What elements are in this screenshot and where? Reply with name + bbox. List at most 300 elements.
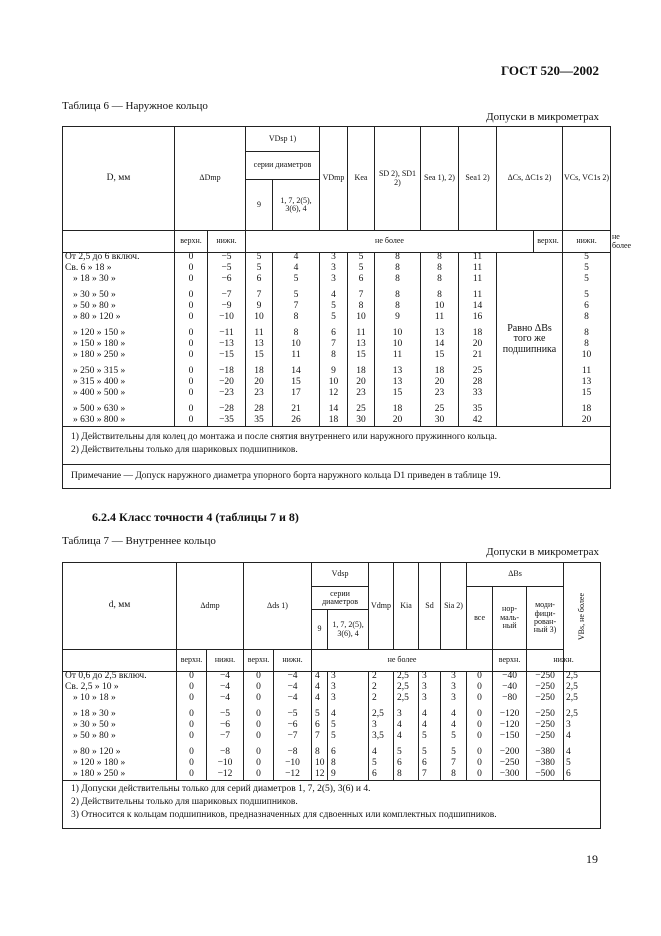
table-cell: 42 xyxy=(459,416,497,427)
t7-fn1: 1) Допуски действительны только для серий диаметров 1, 7, 2(5), 3(6) и 4. xyxy=(71,784,371,794)
table-cell: −40 xyxy=(493,683,527,694)
standard-header: ГОСТ 520—2002 xyxy=(500,63,599,78)
table-cell: 8 xyxy=(375,302,421,313)
table-cell: 0 xyxy=(467,748,493,759)
table-cell: 20 xyxy=(459,340,497,351)
table-cell: 28 xyxy=(246,405,273,416)
table-cell: 2 xyxy=(369,672,394,683)
table-cell: 5 xyxy=(312,710,328,721)
table-cell: 8 xyxy=(375,264,421,275)
table-cell: 11 xyxy=(459,291,497,302)
t7-h-Sia: Sia 2) xyxy=(441,563,467,650)
table-cell: −11 xyxy=(208,329,246,340)
table-cell: 2,5 xyxy=(564,672,601,683)
table-cell: −250 xyxy=(527,721,564,732)
table-cell: 0 xyxy=(177,672,207,683)
table-cell: 0 xyxy=(177,748,207,759)
t7-h-normal: нор-маль-ный xyxy=(493,587,527,650)
t7-fn2: 2) Действительны только для шариковых подшипников. xyxy=(71,797,298,807)
table-row xyxy=(63,710,601,721)
table-cell: 14 xyxy=(421,340,459,351)
table-cell: −380 xyxy=(527,759,564,770)
table-cell: 3 xyxy=(320,264,348,275)
t6-note: Примечание — Допуск наружного диаметра упорного борта наружного кольца D1 приведен в таблице 19. xyxy=(63,465,611,489)
table-cell: 15 xyxy=(246,351,273,362)
t6-h-dDmp: ΔDmp xyxy=(175,127,246,231)
table-cell: 13 xyxy=(246,340,273,351)
t7-h-series: серии диаметров xyxy=(312,587,369,610)
table-cell: 0 xyxy=(175,405,208,416)
t6-h-series: серии диаметров xyxy=(246,152,320,180)
table-cell: 9 xyxy=(246,302,273,313)
table-cell: 25 xyxy=(459,367,497,378)
table-cell: 0 xyxy=(244,732,274,743)
table-cell: 6 xyxy=(348,275,375,286)
table-cell: −5 xyxy=(207,710,244,721)
table-cell: 2,5 xyxy=(394,672,419,683)
table-cell: 15 xyxy=(421,351,459,362)
table-cell: 11 xyxy=(459,275,497,286)
table-row xyxy=(63,759,601,770)
table-cell: −6 xyxy=(208,275,246,286)
table-cell: 8 xyxy=(421,264,459,275)
row-label: » 10 » 18 » xyxy=(63,694,177,705)
row-label: Св. 6 » 18 » xyxy=(63,264,175,275)
row-label: » 120 » 180 » xyxy=(63,759,177,770)
table-cell: −10 xyxy=(208,313,246,324)
table-cell: 3 xyxy=(564,721,601,732)
table-cell: 6 xyxy=(394,759,419,770)
t6-sub-blank xyxy=(63,231,175,253)
table-cell: 11 xyxy=(563,367,611,378)
table-cell: −7 xyxy=(208,291,246,302)
t6-h-D: D, мм xyxy=(63,127,175,231)
table-cell: 20 xyxy=(246,378,273,389)
table-cell: 13 xyxy=(421,329,459,340)
t6-h-Sea: Sea 1), 2) xyxy=(421,127,459,231)
table-cell: 13 xyxy=(348,340,375,351)
table-cell: 18 xyxy=(246,367,273,378)
table-cell: 3 xyxy=(441,683,467,694)
row-label: Св. 2,5 » 10 » xyxy=(63,683,177,694)
table-cell: 6 xyxy=(563,302,611,313)
table-cell: 3 xyxy=(320,275,348,286)
table7-caption: Таблица 7 — Внутреннее кольцо xyxy=(62,535,216,547)
table-cell: 18 xyxy=(348,367,375,378)
table-cell: −35 xyxy=(208,416,246,427)
table-cell: 8 xyxy=(394,770,419,781)
table-cell: −120 xyxy=(493,721,527,732)
table-cell: −15 xyxy=(208,351,246,362)
table-row xyxy=(63,694,601,705)
table-cell: −250 xyxy=(527,710,564,721)
table-cell: −380 xyxy=(527,748,564,759)
table-cell: 8 xyxy=(375,291,421,302)
table-cell: 0 xyxy=(244,759,274,770)
table-cell: 28 xyxy=(459,378,497,389)
table-cell: 0 xyxy=(177,694,207,705)
table-row xyxy=(63,672,601,683)
table-cell: 10 xyxy=(273,340,320,351)
table-cell: 20 xyxy=(421,378,459,389)
t7-fn3: 3) Относится к кольцам подшипников, предназначенных для сдвоенных или комплектных подшипников. xyxy=(71,810,497,820)
row-label: От 0,6 до 2,5 включ. xyxy=(63,672,177,683)
table-cell: 3 xyxy=(320,253,348,264)
table-cell: 23 xyxy=(246,389,273,400)
table-row xyxy=(63,748,601,759)
t7-h-Kia: Kia xyxy=(394,563,419,650)
table-cell: 5 xyxy=(563,291,611,302)
table-cell: 11 xyxy=(375,351,421,362)
row-label: » 30 » 50 » xyxy=(63,721,177,732)
table-cell: −23 xyxy=(208,389,246,400)
row-label: » 630 » 800 » xyxy=(63,416,175,427)
row-label: » 18 » 30 » xyxy=(63,710,177,721)
table-cell: 2,5 xyxy=(564,694,601,705)
page-number: 19 xyxy=(586,852,598,866)
table-cell: 8 xyxy=(563,329,611,340)
table-cell: 4 xyxy=(441,710,467,721)
table-cell: 11 xyxy=(459,253,497,264)
t6-h-dCs: ΔCs, ΔC1s 2) xyxy=(497,127,563,231)
row-label: » 400 » 500 » xyxy=(63,389,175,400)
table-cell: 7 xyxy=(273,302,320,313)
table-cell: 0 xyxy=(467,732,493,743)
row-label: » 180 » 250 » xyxy=(63,351,175,362)
table-cell: −150 xyxy=(493,732,527,743)
table-cell: 10 xyxy=(375,340,421,351)
t6-h-VCs: VCs, VC1s 2) xyxy=(563,127,611,231)
table-cell: 0 xyxy=(467,770,493,781)
table-cell: 5 xyxy=(328,732,369,743)
table-cell: 4 xyxy=(394,732,419,743)
table-cell: 0 xyxy=(175,378,208,389)
table-cell: 4 xyxy=(328,710,369,721)
t6-h-Sea1: Sea1 2) xyxy=(459,127,497,231)
table-cell: 4 xyxy=(312,672,328,683)
table-cell: 8 xyxy=(348,302,375,313)
table-cell: −5 xyxy=(274,710,312,721)
table-cell: −13 xyxy=(208,340,246,351)
t6-h-SD: SD 2), SD1 2) xyxy=(375,127,421,231)
table-cell: 3 xyxy=(419,672,441,683)
table-row xyxy=(63,253,611,264)
table-cell: 11 xyxy=(421,313,459,324)
table-cell: 8 xyxy=(441,770,467,781)
table-cell: 5 xyxy=(348,264,375,275)
table-cell: 7 xyxy=(312,732,328,743)
table-cell: 10 xyxy=(563,351,611,362)
table-cell: 0 xyxy=(175,253,208,264)
t7-h-modified: моди-фици-рован-ный 3) xyxy=(527,587,564,650)
table-cell: −250 xyxy=(527,672,564,683)
t6-fn1: 1) Действительны для колец до монтажа и после снятия внутреннего или наружного пружинного кольца. xyxy=(71,432,498,442)
row-label: » 500 » 630 » xyxy=(63,405,175,416)
row-label: » 80 » 120 » xyxy=(63,748,177,759)
table-cell: −6 xyxy=(207,721,244,732)
table-cell: 10 xyxy=(312,759,328,770)
table-cell: 3 xyxy=(419,683,441,694)
table-cell: 9 xyxy=(320,367,348,378)
table-cell: −300 xyxy=(493,770,527,781)
table-row xyxy=(63,770,601,781)
table-cell: −80 xyxy=(493,694,527,705)
row-label: » 150 » 180 » xyxy=(63,340,175,351)
table-cell: 4 xyxy=(312,694,328,705)
table-cell: 0 xyxy=(244,694,274,705)
table-cell: 7 xyxy=(320,340,348,351)
table-cell: 0 xyxy=(467,672,493,683)
table-cell: 26 xyxy=(273,416,320,427)
table-cell: −250 xyxy=(527,694,564,705)
table-cell: −8 xyxy=(274,748,312,759)
table-cell: 7 xyxy=(441,759,467,770)
table-cell: 14 xyxy=(320,405,348,416)
table7-tolerance-note: Допуски в микрометрах xyxy=(486,546,599,558)
table-cell: 16 xyxy=(459,313,497,324)
table-cell: 3 xyxy=(441,694,467,705)
table-cell: 4 xyxy=(419,721,441,732)
row-label: » 30 » 50 » xyxy=(63,291,175,302)
table-cell: 15 xyxy=(348,351,375,362)
row-label: » 50 » 80 » xyxy=(63,302,175,313)
table-cell: 0 xyxy=(175,416,208,427)
table-cell: 10 xyxy=(375,329,421,340)
table-cell: −40 xyxy=(493,672,527,683)
table-cell: 0 xyxy=(177,721,207,732)
table-cell: 6 xyxy=(328,748,369,759)
table-cell: 4 xyxy=(273,253,320,264)
table-cell: −250 xyxy=(527,683,564,694)
table-cell: 6 xyxy=(419,759,441,770)
table-cell: 5 xyxy=(320,302,348,313)
table-cell: 3 xyxy=(441,672,467,683)
table-cell: 17 xyxy=(273,389,320,400)
t7-h-Sd: Sd xyxy=(419,563,441,650)
t6-sub-nb: не более xyxy=(246,231,534,253)
table-cell: −500 xyxy=(527,770,564,781)
table6: D, мм ΔDmp VDsp 1) VDmp Kea SD 2), SD1 2) Sea 1), 2) Sea1 2) ΔCs, ΔC1s 2) VCs, VC1s 2) серии диаметров 9 1, 7, 2(5), 3(6), 4 верхн. нижн. не более верхн. нижн. не более От 2,5 до 6 включ. 0 −5 5 4 3 5 8 8 11 Равно ΔBs того же подшипника 5 Св. 6 » 18 » 0 −5 5 4 3 5 8 8 11 5 » 18 » 30 » 0 −6 6 5 3 6 8 8 11 5 » 30 » 50 » 0 −7 7 5 4 7 8 8 11 5 » 50 » 80 » 0 −9 9 7 5 8 8 10 14 6 » 80 » 120 » 0 −10 10 8 5 10 9 11 16 8 » 120 » 150 » 0 −11 11 8 6 11 10 13 18 8 » 150 » 180 » 0 −13 13 10 7 13 10 14 20 8 » 180 » 250 » 0 −15 15 11 8 15 11 15 21 10 » 250 » 315 » 0 −18 18 14 9 18 13 18 25 11 » 315 » 400 » 0 −20 20 15 10 20 13 20 28 13 » 400 » 500 » 0 −23 23 17 12 23 15 23 33 15 » 500 » 630 » 0 −28 28 21 14 25 18 25 35 18 » 630 » 800 » 0 −35 35 26 18 30 20 30 42 20 1) Действительны для колец до монтажа и после снятия внутреннего или наружного пружинного кольца. 2) Действительны только для шариковых подшипников. Примечание — Допуск наружного диаметра упорного борта наружного кольца D1 приведен в таблице 19. xyxy=(62,126,611,489)
table-cell: −4 xyxy=(274,672,312,683)
table-cell: 3 xyxy=(419,694,441,705)
table6-caption: Таблица 6 — Наружное кольцо xyxy=(62,100,208,112)
table-cell: 0 xyxy=(177,770,207,781)
table-cell: 0 xyxy=(175,351,208,362)
table-cell: 0 xyxy=(467,721,493,732)
row-label: От 2,5 до 6 включ. xyxy=(63,253,175,264)
t7-sub-blank xyxy=(63,650,177,672)
t6-sub-lower2: нижн. xyxy=(563,231,611,253)
table-cell: 18 xyxy=(563,405,611,416)
table-cell: 5 xyxy=(419,732,441,743)
table-cell: 0 xyxy=(175,264,208,275)
table-cell: 2,5 xyxy=(564,683,601,694)
table-cell: 18 xyxy=(320,416,348,427)
table-cell: 0 xyxy=(175,302,208,313)
t7-sub-upper-c: верхн. xyxy=(493,650,527,672)
table-cell: 35 xyxy=(459,405,497,416)
table-cell: 6 xyxy=(320,329,348,340)
table-cell: −4 xyxy=(274,683,312,694)
table-cell: −4 xyxy=(274,694,312,705)
table-cell: −5 xyxy=(208,253,246,264)
table-cell: 12 xyxy=(312,770,328,781)
table-row xyxy=(63,721,601,732)
table-cell: 35 xyxy=(246,416,273,427)
table-cell: 4 xyxy=(419,710,441,721)
table-cell: −4 xyxy=(207,672,244,683)
table-cell: 4 xyxy=(564,748,601,759)
section-title: 6.2.4 Класс точности 4 (таблицы 7 и 8) xyxy=(92,510,299,524)
table-cell: 11 xyxy=(246,329,273,340)
t7-footnotes xyxy=(63,781,601,829)
t7-h-dds: Δds 1) xyxy=(244,563,312,650)
t6-sub-lower: нижн. xyxy=(208,231,246,253)
t7-h-d: d, мм xyxy=(63,563,177,650)
row-label: » 315 » 400 » xyxy=(63,378,175,389)
table-cell: 8 xyxy=(328,759,369,770)
table-cell: 5 xyxy=(246,264,273,275)
table-cell: 0 xyxy=(177,732,207,743)
t6-footnotes xyxy=(63,427,611,465)
table-cell: 15 xyxy=(375,389,421,400)
t7-h-Vdsp: Vdsp xyxy=(312,563,369,587)
t7-sub-nb: не более xyxy=(312,650,493,672)
t7-sub-lower: нижн. xyxy=(207,650,244,672)
table-cell: 3 xyxy=(328,683,369,694)
table-cell: 30 xyxy=(348,416,375,427)
table-cell: 0 xyxy=(175,291,208,302)
table-cell: 8 xyxy=(563,313,611,324)
table-cell: 30 xyxy=(421,416,459,427)
table-cell: 5 xyxy=(563,264,611,275)
table-cell: 6 xyxy=(312,721,328,732)
table-cell: 5 xyxy=(563,253,611,264)
table-cell: 2,5 xyxy=(564,710,601,721)
row-label: » 250 » 315 » xyxy=(63,367,175,378)
table-cell: 13 xyxy=(375,367,421,378)
row-label: » 80 » 120 » xyxy=(63,313,175,324)
table-cell: 6 xyxy=(369,770,394,781)
table-cell: −8 xyxy=(207,748,244,759)
table-cell: 7 xyxy=(419,770,441,781)
table-cell: 10 xyxy=(320,378,348,389)
table-cell: 5 xyxy=(320,313,348,324)
table-cell: 2,5 xyxy=(394,683,419,694)
t6-h-Kea: Kea xyxy=(348,127,375,231)
table-cell: 0 xyxy=(175,389,208,400)
table-cell: −250 xyxy=(493,759,527,770)
table-cell: −7 xyxy=(207,732,244,743)
table-cell: 0 xyxy=(244,748,274,759)
t6-merged-cell: Равно ΔBs того же подшипника xyxy=(497,253,563,427)
table-cell: 23 xyxy=(421,389,459,400)
table-cell: 5 xyxy=(348,253,375,264)
t7-h-ddmp: Δdmp xyxy=(177,563,244,650)
table-cell: −18 xyxy=(208,367,246,378)
table-cell: 4 xyxy=(441,721,467,732)
table-cell: 5 xyxy=(441,732,467,743)
table-cell: 33 xyxy=(459,389,497,400)
table-cell: 3,5 xyxy=(369,732,394,743)
table-cell: 7 xyxy=(246,291,273,302)
table-cell: 25 xyxy=(348,405,375,416)
table-cell: 4 xyxy=(564,732,601,743)
table-cell: 2,5 xyxy=(394,694,419,705)
table-cell: 5 xyxy=(563,275,611,286)
t7-h-Vdmp: Vdmp xyxy=(369,563,394,650)
table-cell: 4 xyxy=(320,291,348,302)
t6-sub-upper2: верхн. xyxy=(534,231,563,253)
table-cell: 8 xyxy=(421,275,459,286)
row-label: » 180 » 250 » xyxy=(63,770,177,781)
table-cell: 18 xyxy=(421,367,459,378)
table-cell: 0 xyxy=(175,329,208,340)
table-cell: 3 xyxy=(369,721,394,732)
table-cell: 5 xyxy=(273,275,320,286)
table-cell: 0 xyxy=(467,759,493,770)
t7-h-all: все xyxy=(467,587,493,650)
table-cell: 4 xyxy=(394,721,419,732)
t6-h-VDmp: VDmp xyxy=(320,127,348,231)
table-cell: 3 xyxy=(328,694,369,705)
table-cell: −250 xyxy=(527,732,564,743)
table-cell: 11 xyxy=(459,264,497,275)
table-cell: 2,5 xyxy=(369,710,394,721)
table-row xyxy=(63,683,601,694)
table-cell: 20 xyxy=(375,416,421,427)
table-cell: 14 xyxy=(273,367,320,378)
table-cell: −28 xyxy=(208,405,246,416)
table-cell: 15 xyxy=(273,378,320,389)
table-cell: −200 xyxy=(493,748,527,759)
t6-fn2: 2) Действительны только для шариковых подшипников. xyxy=(71,445,298,455)
t7-sub-lower-c: нижн. xyxy=(527,650,601,672)
table-cell: 0 xyxy=(175,313,208,324)
table-cell: 0 xyxy=(244,683,274,694)
table-cell: −5 xyxy=(208,264,246,275)
table-cell: 0 xyxy=(244,672,274,683)
table-cell: −4 xyxy=(207,683,244,694)
table-cell: −10 xyxy=(207,759,244,770)
t7-sub-lower-b: нижн. xyxy=(274,650,312,672)
table-cell: −120 xyxy=(493,710,527,721)
table-cell: 13 xyxy=(563,378,611,389)
row-label: » 18 » 30 » xyxy=(63,275,175,286)
table-cell: 5 xyxy=(273,291,320,302)
table-cell: 0 xyxy=(175,367,208,378)
table-cell: 0 xyxy=(467,710,493,721)
table-cell: 5 xyxy=(246,253,273,264)
table-cell: 3 xyxy=(328,672,369,683)
table-cell: 0 xyxy=(244,770,274,781)
table-cell: 21 xyxy=(273,405,320,416)
t7-h-VBs: VBs, не более xyxy=(576,593,586,641)
t6-h-VDsp: VDsp 1) xyxy=(246,127,320,152)
t6-h-s9: 9 xyxy=(246,180,273,231)
table-cell: 0 xyxy=(467,683,493,694)
table-cell: 23 xyxy=(348,389,375,400)
t7-h-s17: 1, 7, 2(5), 3(6), 4 xyxy=(328,610,369,650)
table7 xyxy=(62,562,601,829)
table-cell: 0 xyxy=(175,340,208,351)
table-cell: 8 xyxy=(421,253,459,264)
table-cell: 15 xyxy=(563,389,611,400)
table-cell: 5 xyxy=(394,748,419,759)
table-cell: 5 xyxy=(419,748,441,759)
table-cell: 18 xyxy=(375,405,421,416)
table-cell: 4 xyxy=(273,264,320,275)
